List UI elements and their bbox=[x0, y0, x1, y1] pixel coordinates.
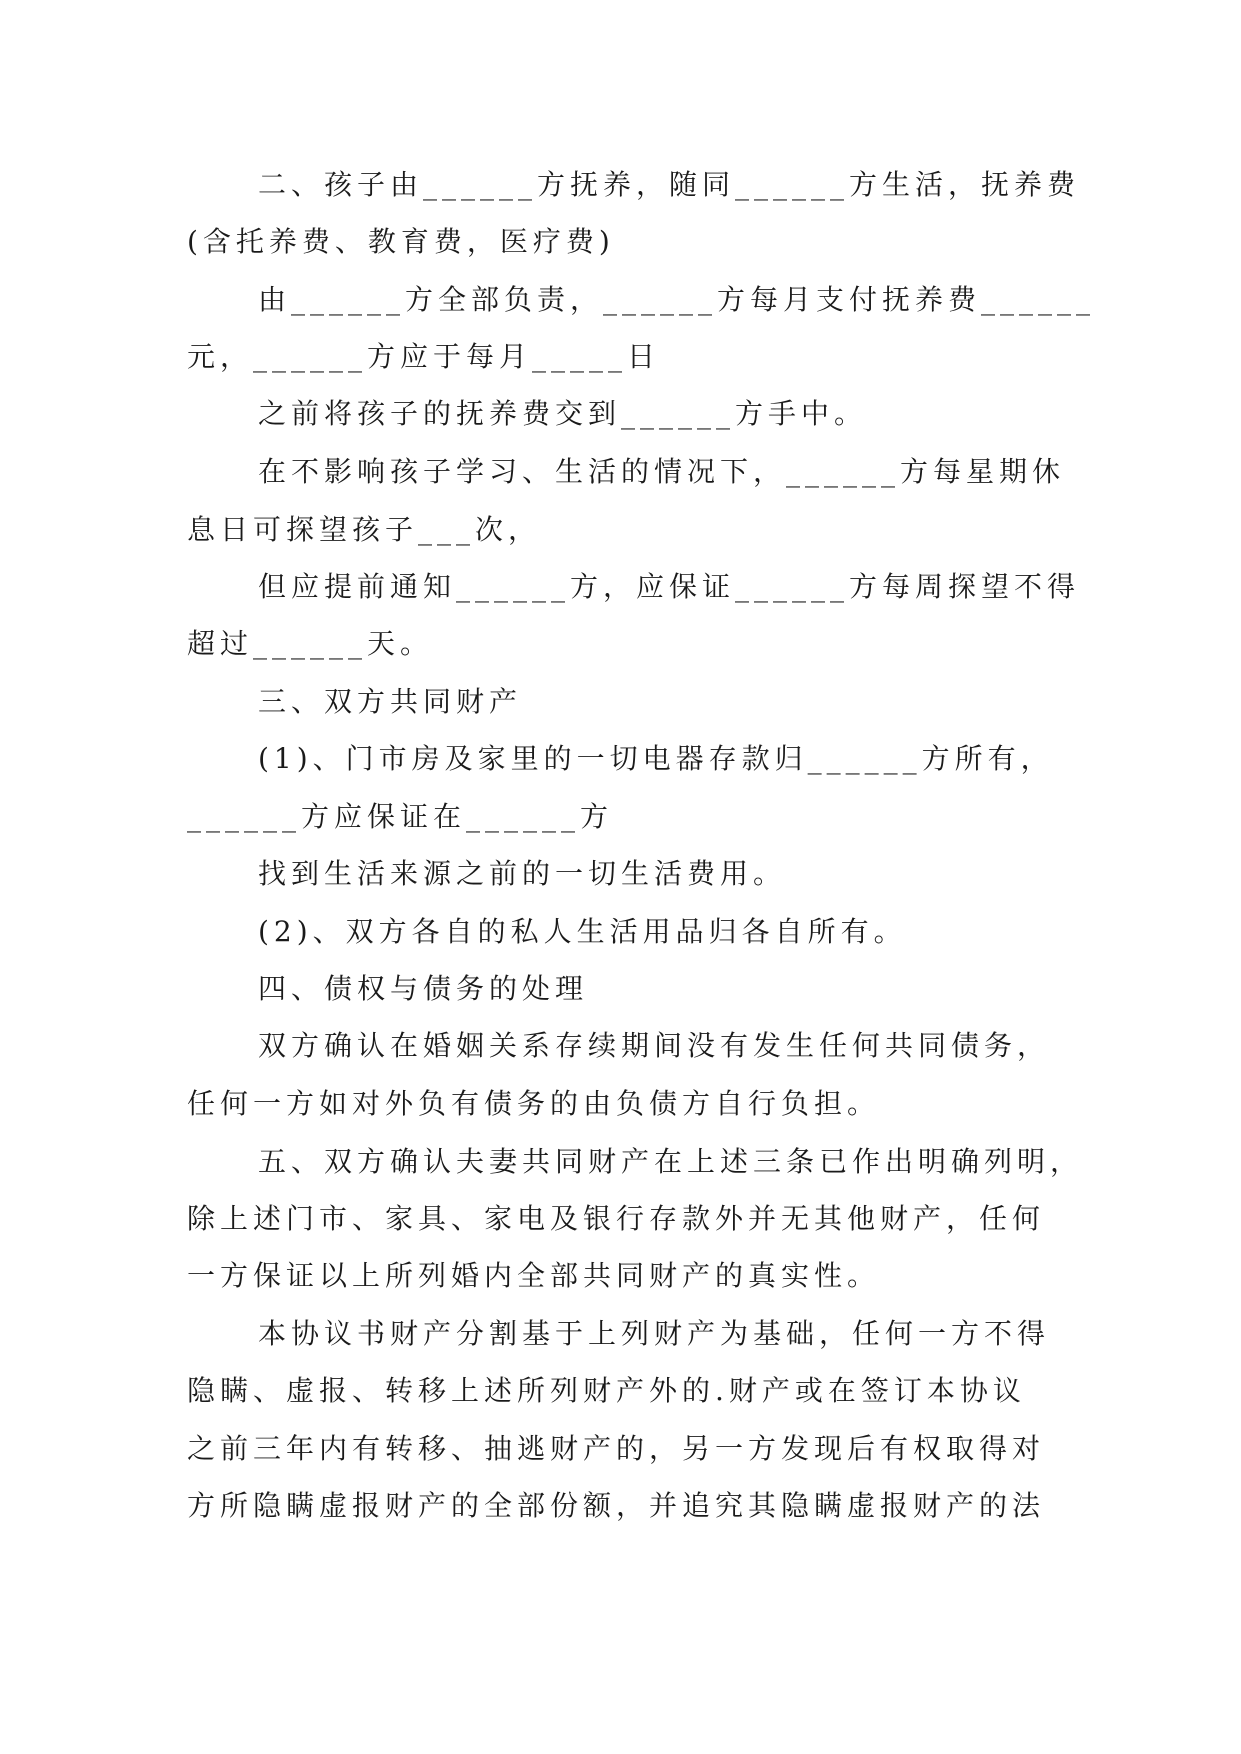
text-line: 元，______方应于每月_____日 bbox=[187, 340, 661, 373]
text-line: (2)、双方各自的私人生活用品归各自所有。 bbox=[258, 915, 907, 948]
text-line: 超过______天。 bbox=[187, 627, 434, 660]
text-line: 一方保证以上所列婚内全部共同财产的真实性。 bbox=[187, 1259, 881, 1292]
section-heading: 三、双方共同财产 bbox=[258, 685, 523, 718]
text-line: 隐瞒、虚报、转移上述所列财产外的.财产或在签订本协议 bbox=[187, 1374, 1026, 1407]
text-line: 由______方全部负责，______方每月支付抚养费______ bbox=[258, 283, 1096, 316]
text-line: 在不影响孩子学习、生活的情况下，______方每星期休 bbox=[258, 455, 1066, 488]
text-line: 五、双方确认夫妻共同财产在上述三条已作出明确列明， bbox=[258, 1145, 1084, 1178]
text-line: 但应提前通知______方，应保证______方每周探望不得 bbox=[258, 570, 1081, 603]
text-line: 双方确认在婚姻关系存续期间没有发生任何共同债务， bbox=[258, 1029, 1051, 1062]
text-line: 之前将孩子的抚养费交到______方手中。 bbox=[258, 397, 868, 430]
text-line: 息日可探望孩子___次， bbox=[187, 513, 542, 546]
section-heading: 四、债权与债务的处理 bbox=[258, 972, 589, 1005]
text-line: 二、孩子由______方抚养，随同______方生活，抚养费 bbox=[258, 168, 1081, 201]
text-line: ______方应保证在______方 bbox=[187, 800, 614, 833]
text-line: (含托养费、教育费，医疗费) bbox=[187, 225, 615, 258]
text-line: 找到生活来源之前的一切生活费用。 bbox=[258, 857, 787, 890]
text-line: 本协议书财产分割基于上列财产为基础，任何一方不得 bbox=[258, 1317, 1051, 1350]
text-line: 之前三年内有转移、抽逃财产的，另一方发现后有权取得对 bbox=[187, 1432, 1046, 1465]
text-line: 除上述门市、家具、家电及银行存款外并无其他财产，任何 bbox=[187, 1202, 1046, 1235]
text-line: (1)、门市房及家里的一切电器存款归______方所有， bbox=[258, 742, 1054, 775]
text-line: 任何一方如对外负有债务的由负债方自行负担。 bbox=[187, 1087, 881, 1120]
text-line: 方所隐瞒虚报财产的全部份额，并追究其隐瞒虚报财产的法 bbox=[187, 1489, 1046, 1522]
